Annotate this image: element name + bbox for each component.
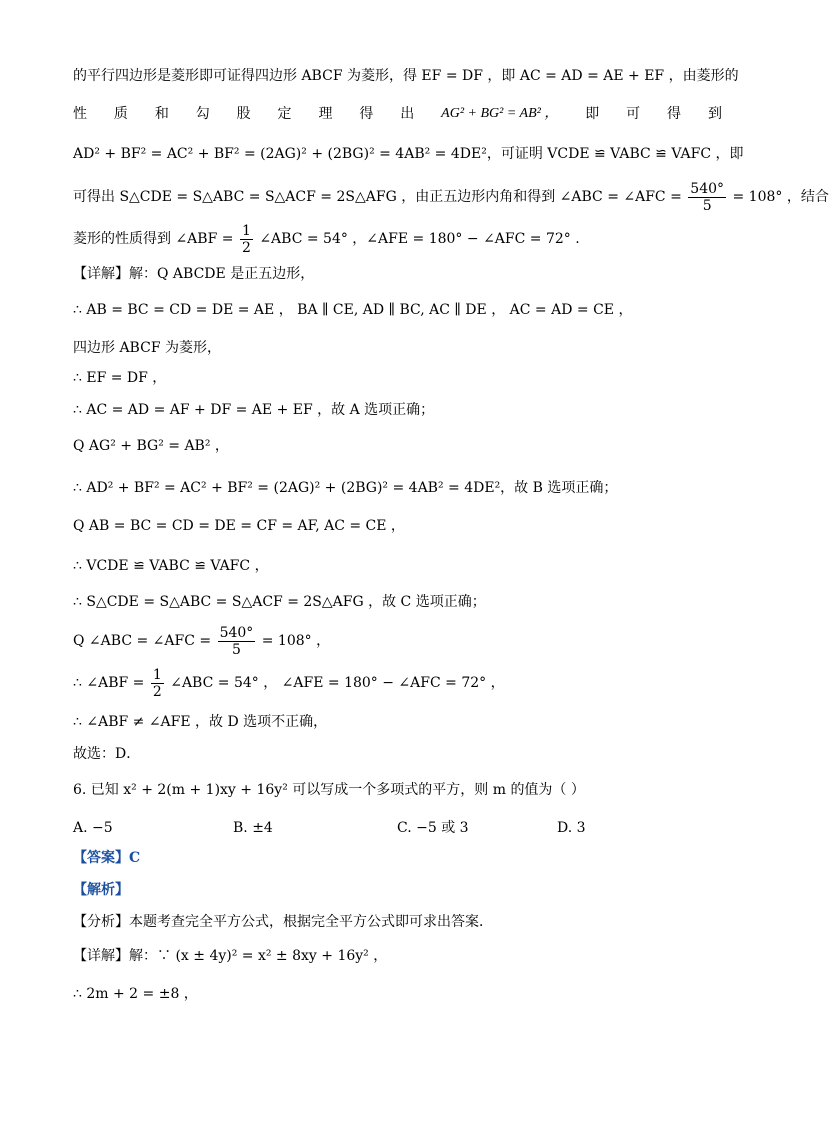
char: 质 xyxy=(113,106,128,122)
denominator: 2 xyxy=(152,683,162,700)
char: 即 xyxy=(585,106,600,122)
text-line-fraction xyxy=(73,222,722,256)
fraction xyxy=(218,625,256,658)
text-line: ∴ AC = AD = AF + DF = AE + EF ，故 A 选项正确； xyxy=(73,402,435,418)
analysis-label: 【解析】 xyxy=(73,882,129,898)
fraction xyxy=(151,667,164,700)
text-line: AD² + BF² = AC² + BF² = (2AG)² + (2BG)² = 4AB² = 4DE²，可证明 VCDE ≌ VABC ≌ VAFC ，即 xyxy=(73,146,744,162)
text: ∠ABC = 54° ， ∠AFE = 180° − ∠AFC = 72° ， xyxy=(170,675,505,691)
text-line: ∴ AD² + BF² = AC² + BF² = (2AG)² + (2BG)² = 4AB² = 4DE²，故 B 选项正确； xyxy=(73,480,618,496)
detail-text: 【详解】解：∵ (x ± 4y)² = x² ± 8xy + 16y² ， xyxy=(73,948,388,964)
answer-label: 【答案】C xyxy=(73,850,141,866)
numerator: 540° xyxy=(690,180,725,197)
text: 可得出 S△CDE = S△ABC = S△ACF = 2S△AFG ，由正五边形内角和得到 ∠ABC = ∠AFC = xyxy=(73,189,682,205)
formula: AG² + BG² = AB² ， xyxy=(441,106,559,121)
char: 出 xyxy=(400,106,415,122)
text-line-fraction xyxy=(73,180,829,214)
text: = 108° ，结合 xyxy=(732,189,829,205)
text-line: ∴ EF = DF ， xyxy=(73,370,167,386)
char: 到 xyxy=(707,106,722,122)
text: ∴ ∠ABF = xyxy=(73,675,145,691)
text-line-justified xyxy=(73,104,722,124)
text-line: 四边形 ABCF 为菱形， xyxy=(73,340,221,356)
text: 菱形的性质得到 ∠ABF = xyxy=(73,231,234,247)
fraction xyxy=(688,181,726,214)
text-line: 的平行四边形是菱形即可证得四边形 ABCF 为菱形，得 EF = DF ，即 AC = AD = AE + EF ，由菱形的 xyxy=(73,68,739,84)
char: 性 xyxy=(73,106,87,122)
char: 定 xyxy=(277,106,292,122)
denominator: 5 xyxy=(702,197,712,214)
numerator: 540° xyxy=(219,624,254,641)
char: 和 xyxy=(154,106,169,122)
option-c: C. −5 或 3 xyxy=(397,820,469,836)
char: 勾 xyxy=(195,106,210,122)
options-row xyxy=(73,818,722,838)
option-b: B. ±4 xyxy=(233,820,273,836)
option-d: D. 3 xyxy=(557,820,586,836)
question-6: 6. 已知 x² + 2(m + 1)xy + 16y² 可以写成一个多项式的平方，则 m 的值为（ ） xyxy=(73,782,585,798)
char: 理 xyxy=(318,106,333,122)
denominator: 2 xyxy=(241,239,251,256)
text-line: 故选：D． xyxy=(73,746,141,762)
text-line: ∴ VCDE ≌ VABC ≌ VAFC ， xyxy=(73,558,269,574)
char: 股 xyxy=(236,106,251,122)
text-line: Q AG² + BG² = AB² ， xyxy=(73,438,229,454)
text-line: ∴ AB = BC = CD = DE = AE ， BA ∥ CE, AD ∥ BC, AC ∥ DE ， AC = AD = CE ， xyxy=(73,302,633,318)
char: 得 xyxy=(359,106,374,122)
denominator: 5 xyxy=(231,641,241,658)
text-line: ∴ 2m + 2 = ±8 ， xyxy=(73,986,198,1002)
option-a: A. −5 xyxy=(73,820,113,836)
char: 得 xyxy=(667,106,682,122)
char: 可 xyxy=(626,106,641,122)
fraction xyxy=(240,223,253,256)
numerator: 1 xyxy=(241,222,251,239)
text: ∠ABC = 54° ，∠AFE = 180° − ∠AFC = 72° . xyxy=(259,231,580,247)
text: Q ∠ABC = ∠AFC = xyxy=(73,633,212,649)
text-line: Q AB = BC = CD = DE = CF = AF, AC = CE ， xyxy=(73,518,405,534)
text-line: ∴ S△CDE = S△ABC = S△ACF = 2S△AFG ，故 C 选项正确； xyxy=(73,594,486,610)
text-line-fraction xyxy=(73,624,722,658)
text-line: ∴ ∠ABF ≠ ∠AFE ，故 D 选项不正确， xyxy=(73,714,328,730)
text-line: 【详解】解：Q ABCDE 是正五边形， xyxy=(73,266,315,282)
analysis-text: 【分析】本题考查完全平方公式，根据完全平方公式即可求出答案． xyxy=(73,914,493,930)
text: = 108° ， xyxy=(261,633,331,649)
text-line-fraction xyxy=(73,666,722,700)
numerator: 1 xyxy=(152,666,162,683)
